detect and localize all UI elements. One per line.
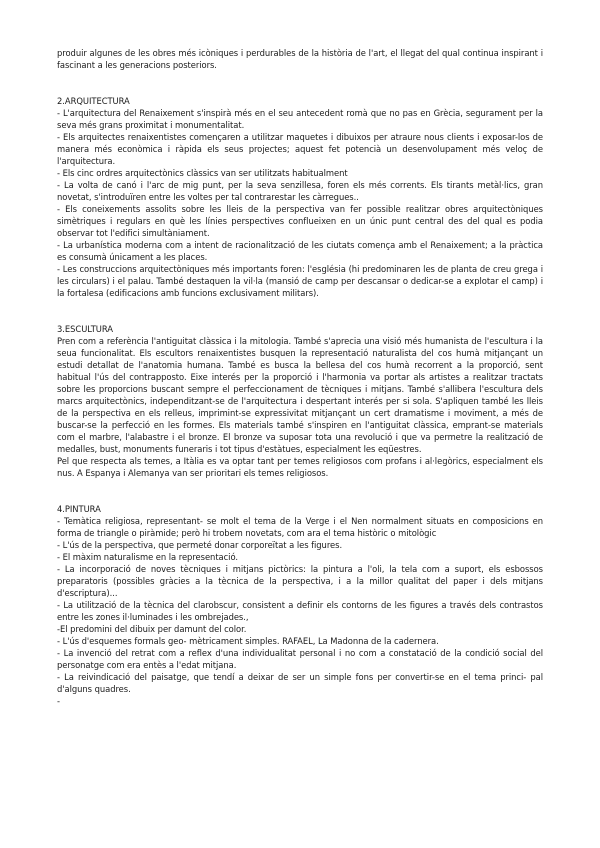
section-heading: 4.PINTURA xyxy=(57,504,101,514)
section-escultura xyxy=(57,323,543,479)
list-item: - Els arquitectes renaixentistes començaren a utilitzar maquetes i dibuixos per atraure nous clients i exposar-los de manera més econòmica i ràpida els seus projectes; aquest fet potencià un desenvolupament més veloç de l'arquitectura. xyxy=(57,132,543,166)
body-paragraph: Pren com a referència l'antiguitat clàssica i la mitologia. També s'aprecia una visió més humanista de l'escultura i la seua funcionalitat. Els escultors renaixentistes busquen la representació naturalista del cos humà mitjançant un estudi detallat de l'anatomia humana. També es busca la bellesa del cos humà recorrent a la proporció, sent habitual l'ús del contrapposto. Eixe interés per la proporció i l'harmonia va portar als artistes a realitzar tractats sobre les proporcions buscant sempre el perfeccionament de tècniques i mitjans. També s'allibera l'escultura dels marcs arquitectònics, independitzant-se de l'arquitectura i despertant interés per si sola. S'apliquen també les lleis de la perspectiva en els relleus, imprimint-se expressivitat mitjançant un cert dramatisme i moviment, a més de buscar-se la perfecció en les formes. Els materials també s'inspiren en l'antiguitat clàssica, emprant-se materials com el marbre, l'alabastre i el bronze. El bronze va suposar tota una revolució i que va permetre la realització de medalles, bust, monuments funeraris i tot tipus d'estàtues, especialment les eqüestres. xyxy=(57,336,543,454)
list-item: - Temàtica religiosa, representant- se molt el tema de la Verge i el Nen normalment situats en composicions en forma de triangle o piràmide; però hi trobem novetats, com ara el tema històric o mitològic xyxy=(57,516,543,538)
list-item: - Els cinc ordres arquitectònics clàssics van ser utilitzats habitualment xyxy=(57,168,348,178)
list-item: - La reivindicació del paisatge, que tendí a deixar de ser un simple fons per convertir-se en el tema princi- pal d'alguns quadres. xyxy=(57,672,543,694)
list-item: - La incorporació de noves tècniques i mitjans pictòrics: la pintura a l'oli, la tela com a suport, els esbossos preparatoris (possibles gràcies a la tècnica de la perspectiva, i a la millor qualitat del paper i dels mitjans d'escriptura)... xyxy=(57,564,543,598)
spacer xyxy=(57,71,543,95)
spacer xyxy=(57,479,543,503)
list-item: -El predomini del dibuix per damunt del color. xyxy=(57,624,247,634)
list-item: - xyxy=(57,696,60,706)
spacer xyxy=(57,299,543,323)
section-heading: 3.ESCULTURA xyxy=(57,324,113,334)
list-item: - L'ús d'esquemes formals geo- mètricament simples. RAFAEL, La Madonna de la cadernera. xyxy=(57,636,439,646)
list-item: - Les construccions arquitectòniques més importants foren: l'església (hi predominaren les de planta de creu grega i les circulars) i el palau. També destaquen la vil·la (mansió de camp per descansar o dedicar-se a explotar el camp) i la fortalesa (edificacions amb funcions exclusivament militars). xyxy=(57,264,543,298)
list-item: - La invenció del retrat com a reflex d'una individualitat personal i no com a constatació de la condició social del personatge com era entès a l'edat mitjana. xyxy=(57,648,543,670)
list-item: - La urbanística moderna com a intent de racionalització de les ciutats comença amb el Renaixement; a la pràctica es consumà únicament a les places. xyxy=(57,240,543,262)
list-item: - L'ús de la perspectiva, que permeté donar corporeïtat a les figures. xyxy=(57,540,343,550)
list-item: - La utilització de la tècnica del clarobscur, consistent a definir els contorns de les figures a través dels contrastos entre les zones il·luminades i les ombrejades., xyxy=(57,600,543,622)
list-item: - La volta de canó i l'arc de mig punt, per la seva senzillesa, foren els més corrents. Els tirants metàl·lics, gran novetat, s'introduïren entre les voltes per tal contrarestar les càrregues.. xyxy=(57,180,543,202)
section-arquitectura xyxy=(57,95,543,299)
intro-paragraph: produir algunes de les obres més icòniques i perdurables de la història de l'art, el llegat del qual continua inspirant i fascinant a les generacions posteriors. xyxy=(57,48,543,70)
list-item: - Els coneixements assolits sobre les lleis de la perspectiva van fer possible realitzar obres arquitectòniques simètriques i regulars en què les línies perspectives conflueixen en un únic punt central des del qual es podia observar tot l'edifici simultàniament. xyxy=(57,204,543,238)
body-paragraph: Pel que respecta als temes, a Itàlia es va optar tant per temes religiosos com profans i al·legòrics, especialment els nus. A Espanya i Alemanya van ser prioritari els temes religiosos. xyxy=(57,456,543,478)
list-item: - L'arquitectura del Renaixement s'inspirà més en el seu antecedent romà que no pas en Grècia, segurament per la seva més grans proximitat i monumentalitat. xyxy=(57,108,543,130)
section-pintura xyxy=(57,503,543,707)
section-heading: 2.ARQUITECTURA xyxy=(57,96,130,106)
list-item: - El màxim naturalisme en la representació. xyxy=(57,552,238,562)
